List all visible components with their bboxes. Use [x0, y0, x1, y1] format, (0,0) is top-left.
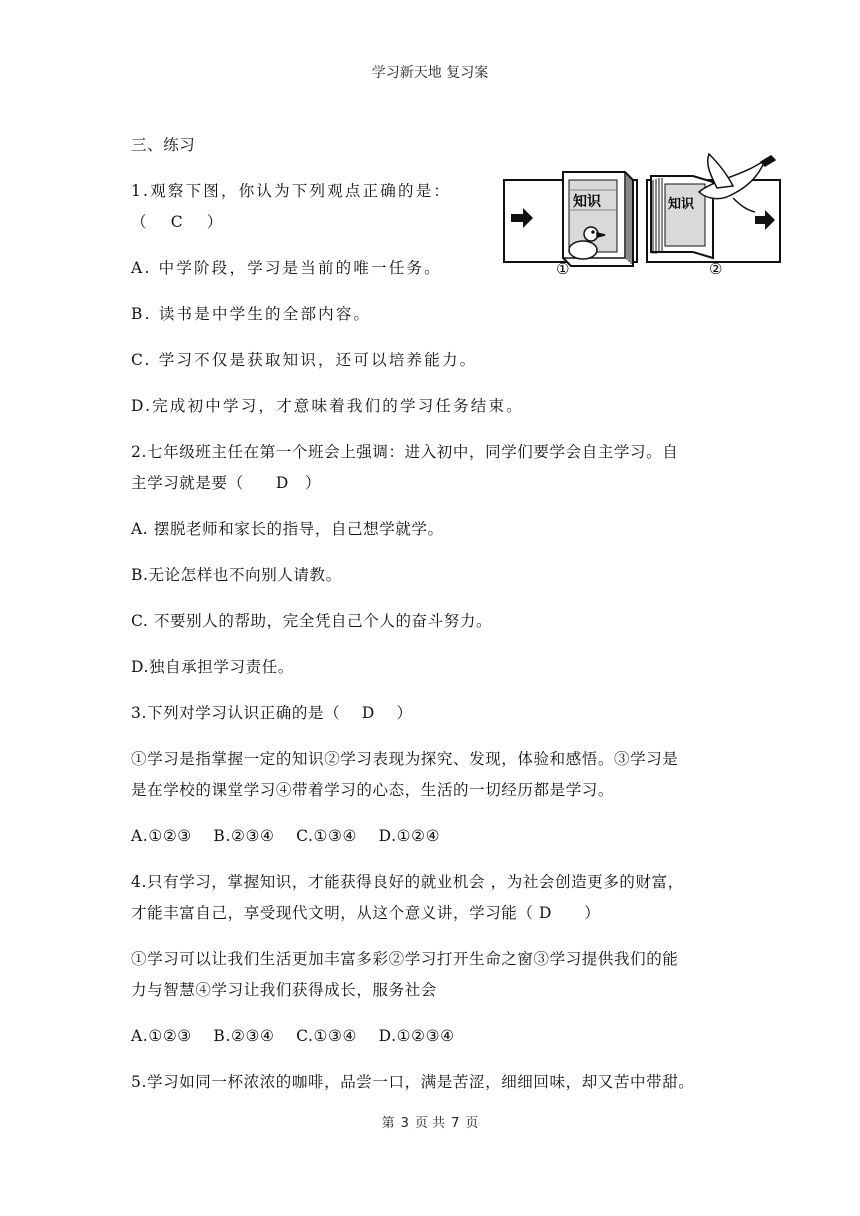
option-d: D.完成初中学习，才意味着我们的学习任务结束。	[131, 397, 524, 415]
statement-line: ①学习是指掌握一定的知识②学习表现为探究、发现，体验和感悟。③学习是	[131, 750, 679, 768]
statement-line: 是在学校的课堂学习④带着学习的心态，生活的一切经历都是学习。	[131, 781, 615, 799]
answer-open: （	[131, 213, 149, 231]
option-b: B. 读书是中学生的全部内容。	[131, 305, 372, 323]
answer-close: ）	[206, 213, 225, 231]
option-c: C. 不要别人的帮助，完全凭自己个人的奋斗努力。	[131, 612, 493, 630]
question-stem: 2.七年级班主任在第一个班会上强调：进入初中，同学们要学会自主学习。自	[131, 443, 679, 461]
option-a: A. 中学阶段，学习是当前的唯一任务。	[131, 259, 442, 277]
question-stem: 5.学习如同一杯浓浓的咖啡，品尝一口，满是苦涩，细细回味，却又苦中带甜。	[131, 1073, 695, 1091]
answer-value: C	[170, 213, 185, 231]
section-title: 三、练习	[131, 136, 196, 154]
question-stem: 才能丰富自己，享受现代文明，从这个意义讲，学习能（ D ）	[131, 904, 601, 922]
question-2	[131, 437, 731, 683]
question-stem: 3.下列对学习认识正确的是（ D ）	[131, 704, 413, 722]
figure-label-2: ②	[709, 260, 723, 278]
exercise-content	[131, 130, 731, 1098]
question-stem: 主学习就是要（ D ）	[131, 474, 322, 492]
question-1	[131, 176, 731, 422]
footer-middle: 页 共	[414, 1116, 446, 1131]
footer-total-pages: 7	[451, 1116, 460, 1131]
question-5	[131, 1067, 731, 1098]
question-stem: 4.只有学习，掌握知识，才能获得良好的就业机会 ，为社会创造更多的财富，	[131, 873, 684, 891]
options-line: A.①②③ B.②③④ C.①③④ D.①②③④	[131, 1027, 455, 1045]
answer-line	[131, 207, 731, 238]
option-d: D.独自承担学习责任。	[131, 658, 294, 676]
book-1-text: 知识	[573, 194, 601, 210]
options-line: A.①②③ B.②③④ C.①③④ D.①②④	[131, 827, 441, 845]
option-b: B.无论怎样也不向别人请教。	[131, 566, 342, 584]
question-stem: 1.观察下图，你认为下列观点正确的是：	[131, 182, 452, 200]
statement-line: 力与智慧④学习让我们获得成长，服务社会	[131, 981, 437, 999]
footer-page-number: 3	[400, 1116, 409, 1131]
footer-suffix: 页	[465, 1116, 479, 1131]
page-footer	[0, 1112, 860, 1131]
footer-prefix: 第	[381, 1116, 395, 1131]
question-4	[131, 867, 731, 1052]
option-c: C. 学习不仅是获取知识，还可以培养能力。	[131, 351, 478, 369]
statement-line: ①学习可以让我们生活更加丰富多彩②学习打开生命之窗③学习提供我们的能	[131, 950, 679, 968]
option-a: A. 摆脱老师和家长的指导，自己想学就学。	[131, 520, 444, 538]
figure-label-1: ①	[556, 260, 570, 278]
book-2-text: 知识	[668, 197, 695, 212]
question-3	[131, 698, 731, 852]
page-header: 学习新天地 复习案	[371, 65, 489, 81]
